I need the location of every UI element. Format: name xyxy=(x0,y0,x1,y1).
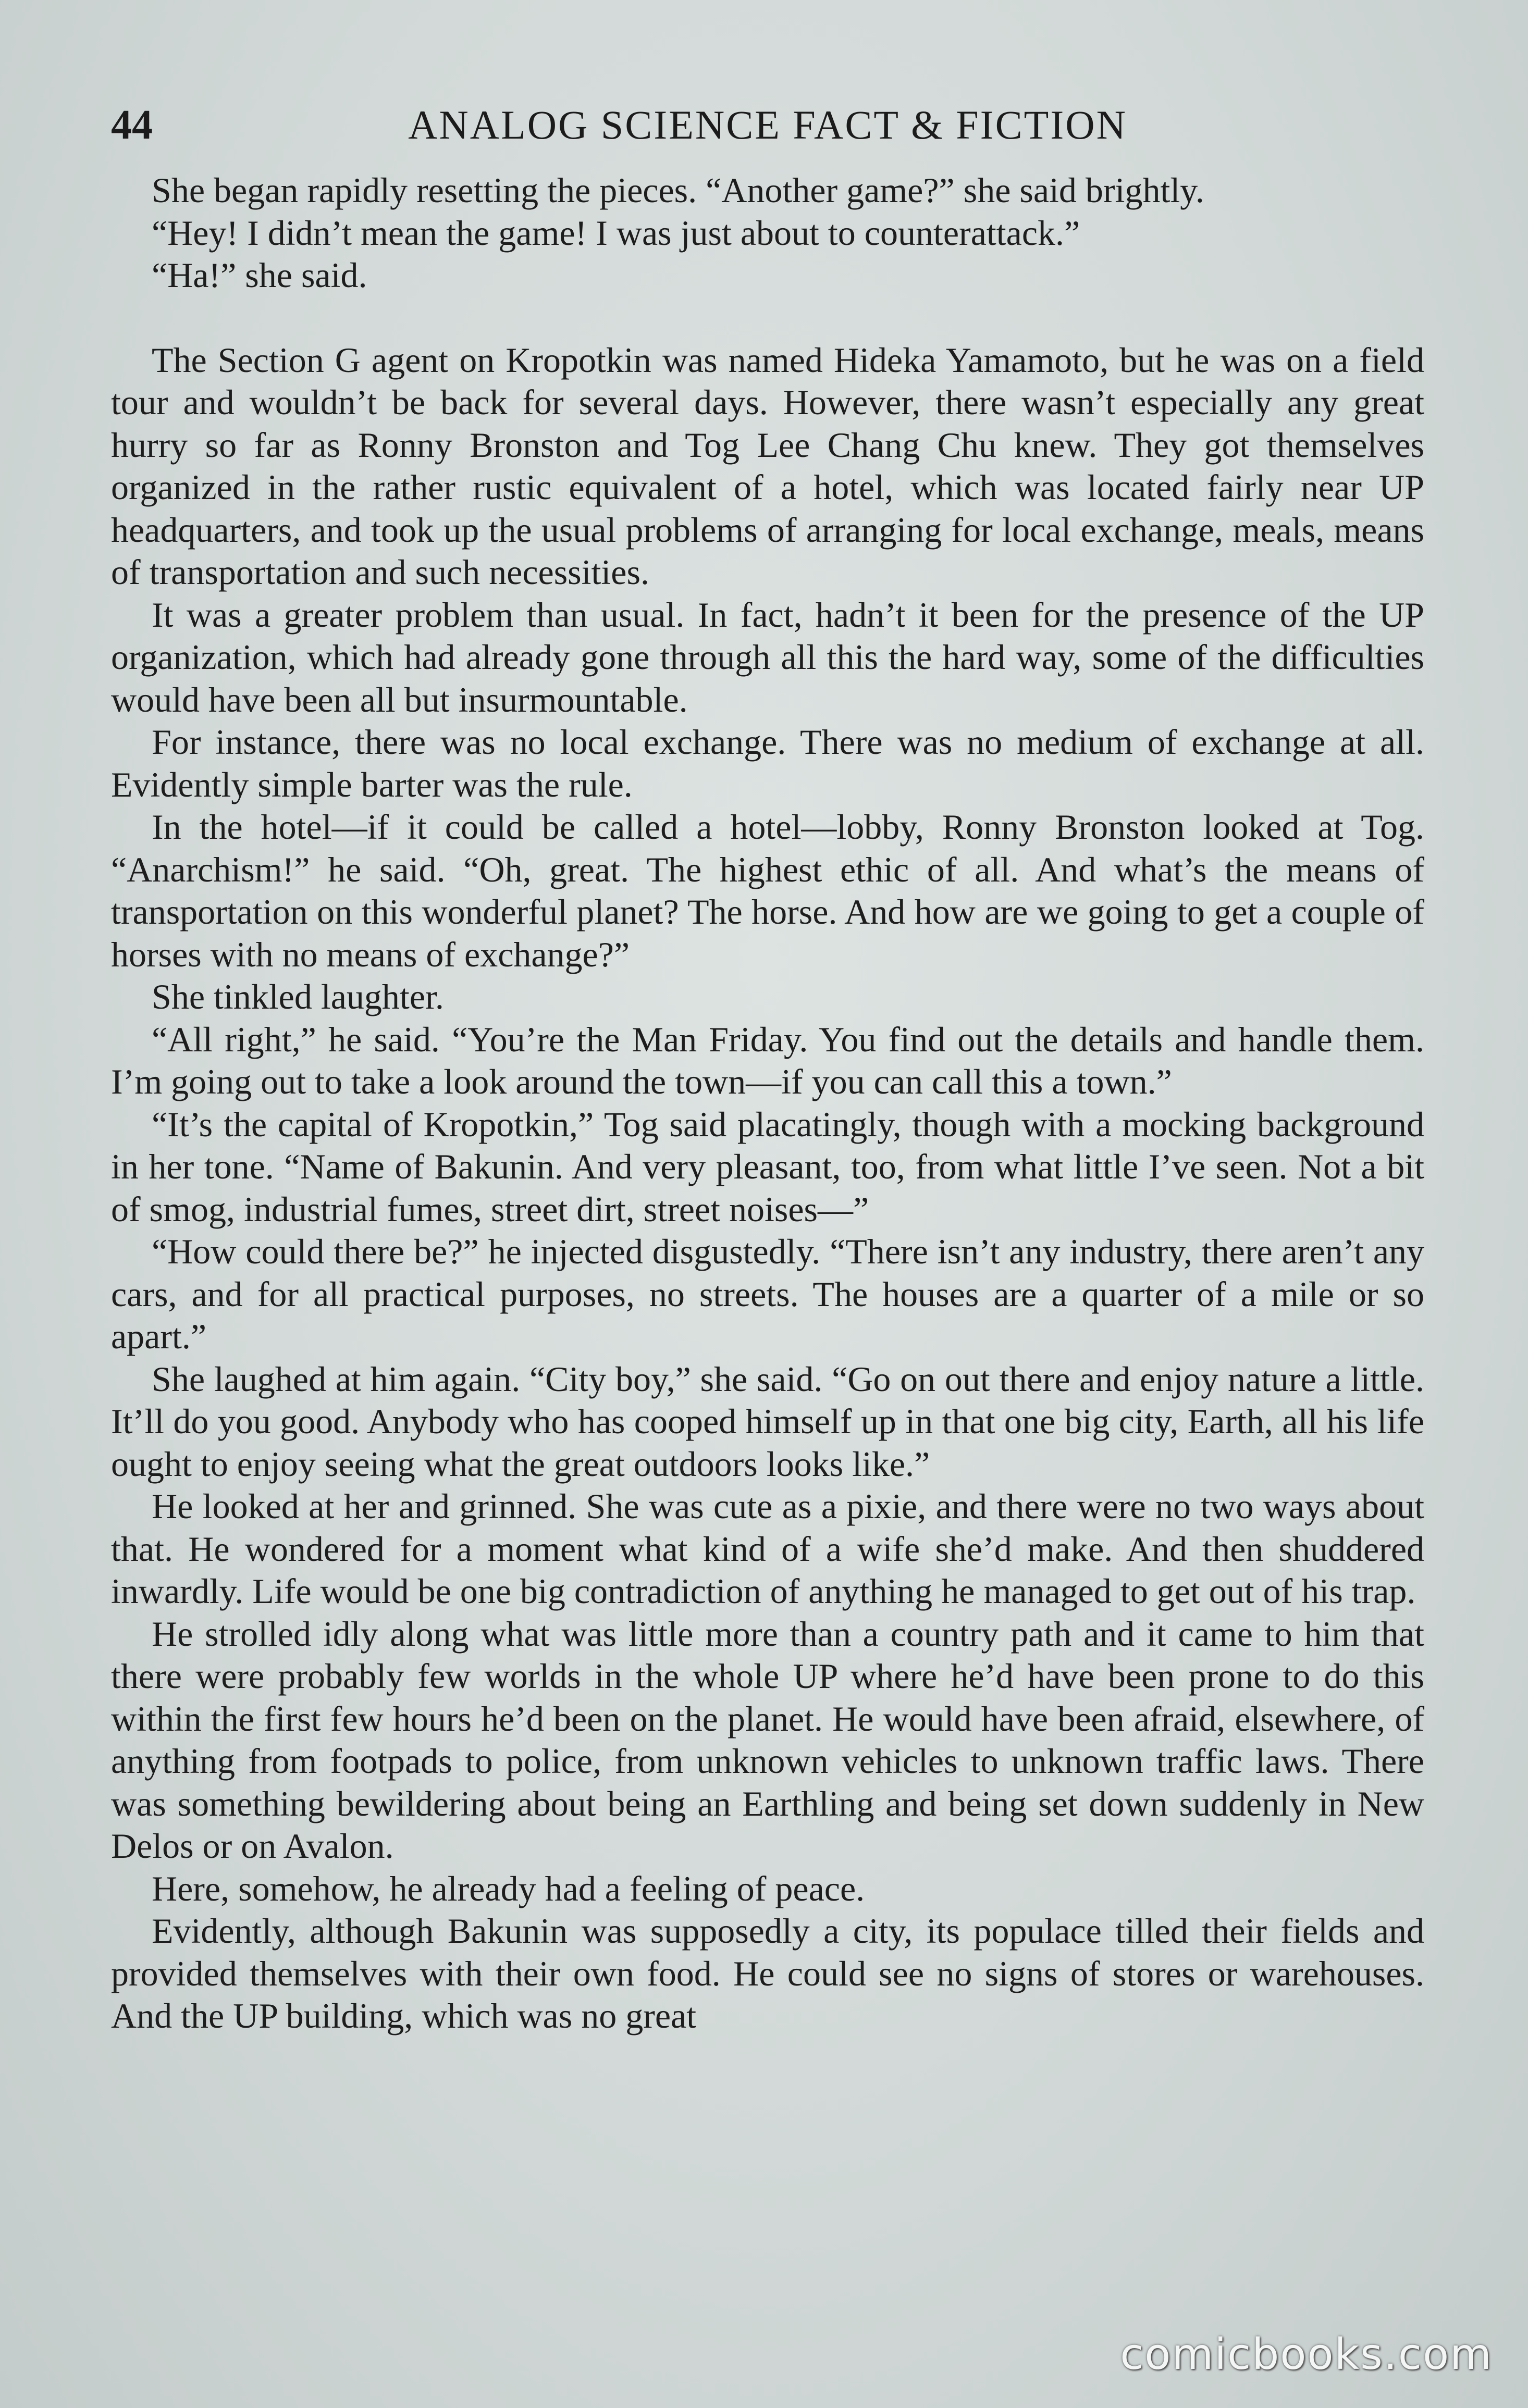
watermark: comicbooks.com xyxy=(1120,2330,1493,2379)
section-break xyxy=(111,297,1424,339)
paragraph: “All right,” he said. “You’re the Man Friday. You find out the details and handle them. I’m going out to take a look around the town—if you can call this a town.” xyxy=(111,1019,1424,1101)
paragraph: Evidently, although Bakunin was supposedly a city, its populace tilled their fields and provided themselves with their own food. He could see no signs of stores or warehouses. And the UP building, which was no great xyxy=(111,1911,1424,2035)
paragraph: For instance, there was no local exchange. There was no medium of exchange at all. Evidently simple barter was the rule. xyxy=(111,722,1424,804)
story-text xyxy=(111,169,1424,2038)
paragraph: She laughed at him again. “City boy,” she said. “Go on out there and enjoy nature a little. It’ll do you good. Anybody who has cooped himself up in that one big city, Earth, all his life ought to enjoy seeing what the great outdoors looks like.” xyxy=(111,1359,1424,1484)
paragraph: It was a greater problem than usual. In fact, hadn’t it been for the presence of the UP organization, which had already gone through all this the hard way, some of the difficulties would have been all but insurmountable. xyxy=(111,594,1424,719)
paragraph: He looked at her and grinned. She was cute as a pixie, and there were no two ways about that. He wondered for a moment what kind of a wife she’d make. And then shuddered inwardly. Life would be one big contradiction of anything he managed to get out of his trap. xyxy=(111,1486,1424,1611)
paragraph: “Hey! I didn’t mean the game! I was just about to counterattack.” xyxy=(152,213,1080,253)
paragraph: In the hotel—if it could be called a hotel—lobby, Ronny Bronston looked at Tog. “Anarchism!” he said. “Oh, great. The highest ethic of all. And what’s the means of transportation on this wonderful planet? The horse. And how are we going to get a couple of horses with no means of exchange?” xyxy=(111,807,1424,974)
paragraph: She tinkled laughter. xyxy=(152,977,444,1016)
running-title: ANALOG SCIENCE FACT & FICTION xyxy=(408,102,1127,147)
paragraph: She began rapidly resetting the pieces. “Another game?” she said brightly. xyxy=(152,170,1204,210)
page-number: 44 xyxy=(111,102,153,148)
paragraph: He strolled idly along what was little more than a country path and it came to him that there were probably few worlds in the whole UP where he’d have been prone to do this within the first few hours he’d been on the planet. He would have been afraid, elsewhere, of anything from footpads to police, from unknown vehicles to unknown traffic laws. There was something bewildering about being an Earthling and being set down suddenly in New Delos or on Avalon. xyxy=(111,1613,1424,1866)
paragraph: “Ha!” she said. xyxy=(152,255,367,295)
page-header xyxy=(111,96,1424,154)
paragraph: “How could there be?” he injected disgustedly. “There isn’t any industry, there aren’t any cars, and for all practical purposes, no streets. The houses are a quarter of a mile or so apart.” xyxy=(111,1232,1424,1356)
paragraph: Here, somehow, he already had a feeling of peace. xyxy=(152,1868,865,1908)
paragraph: “It’s the capital of Kropotkin,” Tog said placatingly, though with a mocking background in her tone. “Name of Bakunin. And very pleasant, too, from what little I’ve seen. Not a bit of smog, industrial fumes, street dirt, street noises—” xyxy=(111,1104,1424,1229)
paragraph: The Section G agent on Kropotkin was named Hideka Yamamoto, but he was on a field tour and wouldn’t be back for several days. However, there wasn’t especially any great hurry so far as Ronny Bronston and Tog Lee Chang Chu knew. They got themselves organized in the rather rustic equivalent of a hotel, which was located fairly near UP headquarters, and took up the usual problems of arranging for local exchange, meals, means of transportation and such necessities. xyxy=(111,340,1424,592)
